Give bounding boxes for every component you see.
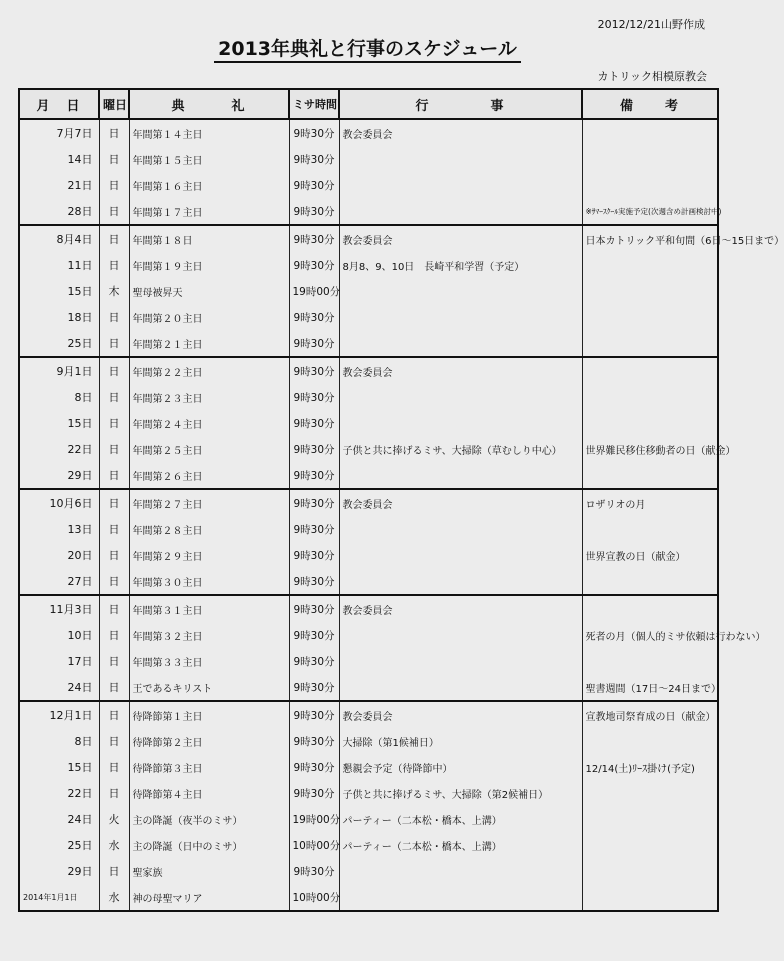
row-liturgy: 年間第２７主日 [129, 489, 289, 516]
table-row [19, 436, 718, 462]
row-mass-time: 9時30分 [289, 595, 339, 622]
table-row [19, 701, 718, 728]
row-day: 日 [99, 701, 129, 728]
row-day: 日 [99, 462, 129, 489]
table-row [19, 462, 718, 489]
row-day: 日 [99, 252, 129, 278]
row-event: 教会委員会 [339, 489, 582, 516]
row-event: 子供と共に捧げるミサ、大掃除（草むしり中心） [339, 436, 582, 462]
row-day: 日 [99, 146, 129, 172]
row-date: 8日 [19, 728, 99, 754]
row-note: 死者の月（個人的ミサ依頼は行わない） [582, 622, 718, 648]
table-row [19, 674, 718, 701]
schedule-body [19, 119, 784, 911]
row-day: 日 [99, 516, 129, 542]
row-date: 8月4日 [19, 225, 99, 252]
row-date: 27日 [19, 568, 99, 595]
row-note [582, 648, 718, 674]
row-date: 22日 [19, 780, 99, 806]
row-mass-time: 9時30分 [289, 754, 339, 780]
row-event [339, 674, 582, 701]
row-day: 日 [99, 198, 129, 225]
row-event [339, 648, 582, 674]
row-day: 日 [99, 648, 129, 674]
row-mass-time: 9時30分 [289, 252, 339, 278]
row-note [582, 462, 718, 489]
row-event: 教会委員会 [339, 225, 582, 252]
row-note [582, 119, 718, 146]
row-mass-time: 9時30分 [289, 728, 339, 754]
row-liturgy: 年間第２０主日 [129, 304, 289, 330]
row-day: 日 [99, 674, 129, 701]
row-date: 9月1日 [19, 357, 99, 384]
table-row [19, 542, 718, 568]
row-day: 日 [99, 728, 129, 754]
row-date: 22日 [19, 436, 99, 462]
row-event: パーティー（二本松・橋本、上溝） [339, 832, 582, 858]
table-row [19, 568, 718, 595]
row-mass-time: 9時30分 [289, 304, 339, 330]
row-event: パーティー（二本松・橋本、上溝） [339, 806, 582, 832]
row-event [339, 542, 582, 568]
row-note [582, 252, 718, 278]
table-row [19, 806, 718, 832]
table-row [19, 278, 718, 304]
row-note [582, 172, 718, 198]
table-row [19, 780, 718, 806]
row-date: 25日 [19, 330, 99, 357]
row-day: 日 [99, 225, 129, 252]
row-mass-time: 9時30分 [289, 622, 339, 648]
row-liturgy: 年間第２１主日 [129, 330, 289, 357]
row-day: 日 [99, 568, 129, 595]
row-liturgy: 年間第３１主日 [129, 595, 289, 622]
row-date: 15日 [19, 754, 99, 780]
row-date: 25日 [19, 832, 99, 858]
row-mass-time: 9時30分 [289, 489, 339, 516]
row-note [582, 516, 718, 542]
row-date: 11月3日 [19, 595, 99, 622]
row-note [582, 357, 718, 384]
row-date: 29日 [19, 858, 99, 884]
header-note: 備 考 [582, 89, 718, 119]
row-mass-time: 9時30分 [289, 198, 339, 225]
row-note [582, 304, 718, 330]
row-day: 日 [99, 542, 129, 568]
row-event: 教会委員会 [339, 595, 582, 622]
table-row [19, 330, 718, 357]
row-date: 28日 [19, 198, 99, 225]
row-liturgy: 年間第１５主日 [129, 146, 289, 172]
row-date: 7月7日 [19, 119, 99, 146]
row-note: 世界難民移住移動者の日（献金） [582, 436, 718, 462]
row-date: 18日 [19, 304, 99, 330]
row-mass-time: 10時00分 [289, 832, 339, 858]
table-row [19, 357, 718, 384]
row-note [582, 384, 718, 410]
table-row [19, 304, 718, 330]
row-day: 日 [99, 384, 129, 410]
header-event: 行 事 [339, 89, 582, 119]
row-date: 14日 [19, 146, 99, 172]
row-event [339, 622, 582, 648]
row-event [339, 330, 582, 357]
header-day: 曜日 [99, 89, 129, 119]
row-note [582, 832, 718, 858]
row-mass-time: 9時30分 [289, 146, 339, 172]
row-event [339, 146, 582, 172]
row-liturgy: 年間第３３主日 [129, 648, 289, 674]
table-row [19, 884, 718, 911]
row-event [339, 172, 582, 198]
row-day: 日 [99, 357, 129, 384]
row-liturgy: 王であるキリスト [129, 674, 289, 701]
table-row [19, 198, 718, 225]
row-liturgy: 年間第３０主日 [129, 568, 289, 595]
row-event [339, 462, 582, 489]
row-note [582, 728, 718, 754]
row-event: 大掃除（第1候補日） [339, 728, 582, 754]
row-mass-time: 9時30分 [289, 410, 339, 436]
row-liturgy: 年間第２９主日 [129, 542, 289, 568]
row-mass-time: 9時30分 [289, 542, 339, 568]
row-mass-time: 9時30分 [289, 701, 339, 728]
row-date: 13日 [19, 516, 99, 542]
row-event: 8月8、9、10日 長崎平和学習（予定） [339, 252, 582, 278]
row-note: 世界宣教の日（献金） [582, 542, 718, 568]
row-event [339, 384, 582, 410]
row-note: 宣教地司祭育成の日（献金） [582, 701, 718, 728]
row-liturgy: 年間第２３主日 [129, 384, 289, 410]
row-mass-time: 10時00分 [289, 884, 339, 911]
row-event [339, 410, 582, 436]
row-mass-time: 9時30分 [289, 119, 339, 146]
row-note [582, 806, 718, 832]
row-mass-time: 9時30分 [289, 225, 339, 252]
table-row [19, 119, 718, 146]
row-note [582, 146, 718, 172]
row-day: 水 [99, 884, 129, 911]
row-date: 17日 [19, 648, 99, 674]
table-row [19, 384, 718, 410]
row-day: 日 [99, 780, 129, 806]
table-row [19, 595, 718, 622]
row-liturgy: 聖家族 [129, 858, 289, 884]
row-liturgy: 待降節第２主日 [129, 728, 289, 754]
row-note [582, 568, 718, 595]
row-liturgy: 待降節第４主日 [129, 780, 289, 806]
row-mass-time: 9時30分 [289, 858, 339, 884]
row-note: ロザリオの月 [582, 489, 718, 516]
row-liturgy: 神の母聖マリア [129, 884, 289, 911]
table-row [19, 832, 718, 858]
row-note [582, 278, 718, 304]
row-event [339, 516, 582, 542]
row-note: 聖書週間（17日～24日まで） [582, 674, 718, 701]
row-mass-time: 19時00分 [289, 278, 339, 304]
table-header-row [19, 89, 718, 119]
schedule-table [18, 88, 784, 912]
table-row [19, 622, 718, 648]
row-day: 日 [99, 330, 129, 357]
table-row [19, 410, 718, 436]
row-date: 20日 [19, 542, 99, 568]
row-mass-time: 9時30分 [289, 462, 339, 489]
table-row [19, 516, 718, 542]
row-date: 8日 [19, 384, 99, 410]
row-mass-time: 9時30分 [289, 436, 339, 462]
row-date: 10月6日 [19, 489, 99, 516]
row-event: 子供と共に捧げるミサ、大掃除（第2候補日） [339, 780, 582, 806]
row-liturgy: 待降節第３主日 [129, 754, 289, 780]
row-mass-time: 9時30分 [289, 516, 339, 542]
row-liturgy: 年間第２６主日 [129, 462, 289, 489]
row-event [339, 278, 582, 304]
row-day: 日 [99, 410, 129, 436]
row-day: 水 [99, 832, 129, 858]
row-event: 教会委員会 [339, 119, 582, 146]
table-row [19, 648, 718, 674]
row-date: 11日 [19, 252, 99, 278]
row-liturgy: 待降節第１主日 [129, 701, 289, 728]
row-date: 15日 [19, 410, 99, 436]
row-note: 日本カトリック平和旬間（6日～15日まで） [582, 225, 718, 252]
row-liturgy: 年間第２５主日 [129, 436, 289, 462]
header-date: 月 日 [19, 89, 99, 119]
row-mass-time: 9時30分 [289, 330, 339, 357]
row-date: 2014年1月1日 [19, 884, 99, 911]
row-note [582, 410, 718, 436]
table-row [19, 728, 718, 754]
row-date: 15日 [19, 278, 99, 304]
row-day: 木 [99, 278, 129, 304]
row-liturgy: 主の降誕（夜半のミサ） [129, 806, 289, 832]
table-row [19, 225, 718, 252]
row-liturgy: 年間第２４主日 [129, 410, 289, 436]
row-day: 日 [99, 172, 129, 198]
row-event: 懇親会予定（待降節中） [339, 754, 582, 780]
row-day: 日 [99, 304, 129, 330]
row-event [339, 858, 582, 884]
row-mass-time: 9時30分 [289, 568, 339, 595]
row-liturgy: 年間第１６主日 [129, 172, 289, 198]
row-liturgy: 年間第１７主日 [129, 198, 289, 225]
row-day: 日 [99, 489, 129, 516]
row-day: 日 [99, 858, 129, 884]
row-day: 日 [99, 436, 129, 462]
row-liturgy: 年間第１４主日 [129, 119, 289, 146]
table-row [19, 252, 718, 278]
table-row [19, 489, 718, 516]
row-day: 日 [99, 595, 129, 622]
row-liturgy: 年間第２８主日 [129, 516, 289, 542]
church-name: カトリック相模原教会 [597, 70, 707, 83]
row-date: 12月1日 [19, 701, 99, 728]
row-liturgy: 聖母被昇天 [129, 278, 289, 304]
row-mass-time: 9時30分 [289, 648, 339, 674]
row-event [339, 568, 582, 595]
row-event [339, 304, 582, 330]
title-text: 2013年典礼と行事のスケジュール [214, 38, 521, 63]
row-mass-time: 19時00分 [289, 806, 339, 832]
row-note [582, 858, 718, 884]
row-date: 21日 [19, 172, 99, 198]
row-liturgy: 年間第２２主日 [129, 357, 289, 384]
row-note [582, 780, 718, 806]
row-mass-time: 9時30分 [289, 674, 339, 701]
table-row [19, 146, 718, 172]
row-event: 教会委員会 [339, 701, 582, 728]
row-note: 12/14(土)ﾘｰｽ掛け(予定) [582, 754, 718, 780]
row-mass-time: 9時30分 [289, 384, 339, 410]
row-day: 火 [99, 806, 129, 832]
row-note [582, 595, 718, 622]
row-note: ※ｻﾏｰｽｸｰﾙ実施予定(次週含め計画検討中) [582, 198, 718, 225]
row-event: 教会委員会 [339, 357, 582, 384]
header-mass-time: ミサ時間 [289, 89, 339, 119]
row-mass-time: 9時30分 [289, 780, 339, 806]
row-event [339, 198, 582, 225]
row-date: 24日 [19, 674, 99, 701]
row-date: 10日 [19, 622, 99, 648]
row-mass-time: 9時30分 [289, 357, 339, 384]
row-mass-time: 9時30分 [289, 172, 339, 198]
row-day: 日 [99, 754, 129, 780]
row-event [339, 884, 582, 911]
row-date: 24日 [19, 806, 99, 832]
row-note [582, 330, 718, 357]
row-liturgy: 年間第１８日 [129, 225, 289, 252]
row-liturgy: 主の降誕（日中のミサ） [129, 832, 289, 858]
created-date: 2012/12/21山野作成 [597, 18, 705, 31]
table-row [19, 858, 718, 884]
document-title [0, 34, 735, 61]
header-liturgy: 典 礼 [129, 89, 289, 119]
row-day: 日 [99, 119, 129, 146]
table-row [19, 754, 718, 780]
row-liturgy: 年間第３２主日 [129, 622, 289, 648]
row-note [582, 884, 718, 911]
row-date: 29日 [19, 462, 99, 489]
row-day: 日 [99, 622, 129, 648]
table-row [19, 172, 718, 198]
row-liturgy: 年間第１９主日 [129, 252, 289, 278]
